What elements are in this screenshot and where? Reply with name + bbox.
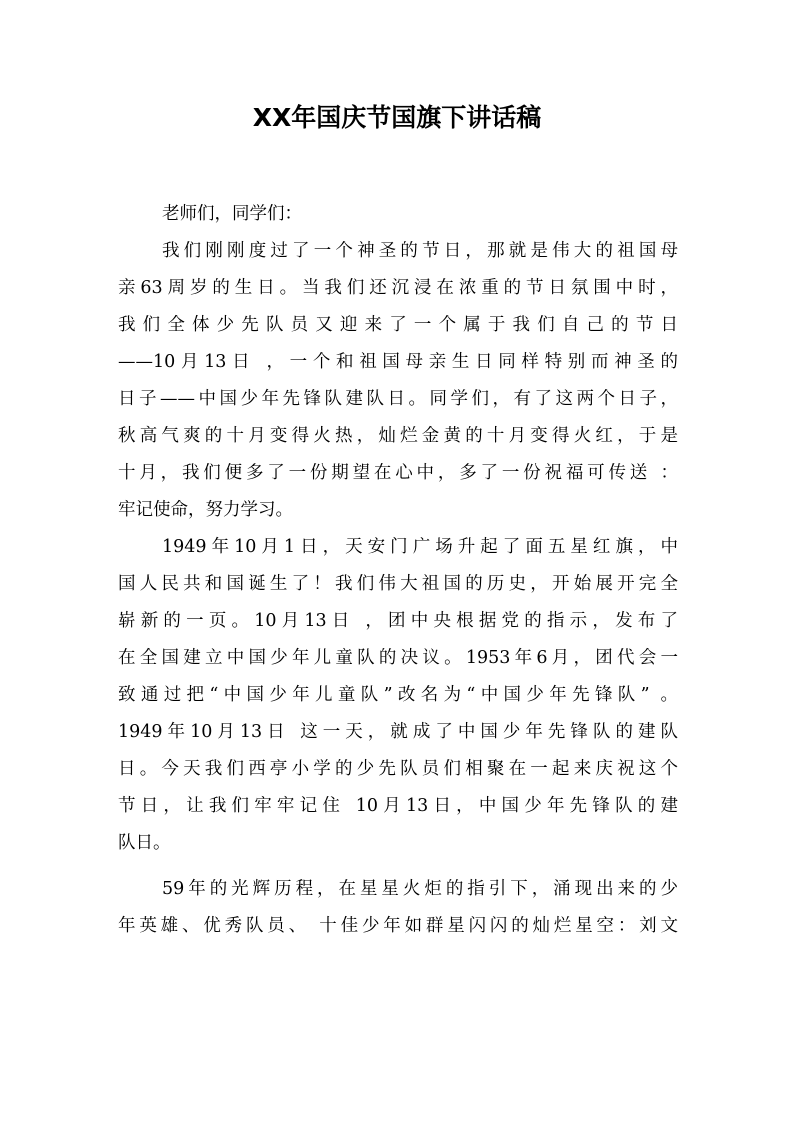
document-title: XX年国庆节国旗下讲话稿	[252, 103, 542, 132]
document-body	[118, 196, 678, 945]
paragraph-line: 年英雄、优秀队员、 十佳少年如群星闪闪的灿烂星空：刘文	[118, 916, 678, 936]
paragraph-line: 日。今天我们西亭小学的少先队员们相聚在一起来庆祝这个	[118, 759, 678, 779]
paragraph-line: 国人民共和国诞生了！我们伟大祖国的历史，开始展开完全	[118, 574, 678, 594]
paragraph-line: 我们刚刚度过了一个神圣的节日，那就是伟大的祖国母	[162, 241, 678, 261]
paragraph-line: 崭新的一页。10月13日 ，团中央根据党的指示，发布了	[118, 611, 678, 631]
paragraph-line: 致通过把“中国少年儿童队”改名为“中国少年先锋队” 。	[118, 685, 678, 705]
paragraph-line: 1949年10月1日，天安门广场升起了面五星红旗，中	[162, 537, 678, 557]
paragraph-line: 日子——中国少年先锋队建队日。同学们，有了这两个日子，	[118, 389, 678, 409]
paragraph-3	[118, 871, 678, 945]
paragraph-line: ——10月13日 ，一个和祖国母亲生日同样特别而神圣的	[118, 352, 678, 372]
paragraph-line: 我们全体少先队员又迎来了一个属于我们自己的节日	[118, 315, 678, 335]
paragraph-line: 节日，让我们牢牢记住 10月13日，中国少年先锋队的建	[118, 796, 678, 816]
paragraph-gap	[118, 862, 678, 871]
paragraph-2	[118, 529, 678, 862]
paragraph-line: 牢记使命，努力学习。	[118, 500, 293, 520]
paragraph-line: 十月，我们便多了一份期望在心中，多了一份祝福可传送 ：	[118, 463, 678, 483]
paragraph-line: 队日。	[118, 833, 171, 853]
paragraph-line: 59年的光辉历程，在星星火炬的指引下，涌现出来的少	[162, 879, 678, 899]
greeting-line: 老师们，同学们：	[162, 204, 302, 224]
paragraph-line: 1949年10月13日 这一天，就成了中国少年先锋队的建队	[118, 722, 678, 742]
paragraph-line: 在全国建立中国少年儿童队的决议。1953年6月，团代会一	[118, 648, 678, 668]
paragraph-1	[118, 233, 678, 529]
paragraph-line: 亲63周岁的生日。当我们还沉浸在浓重的节日氛围中时，	[118, 278, 678, 298]
paragraph-line: 秋高气爽的十月变得火热，灿烂金黄的十月变得火红，于是	[118, 426, 678, 446]
